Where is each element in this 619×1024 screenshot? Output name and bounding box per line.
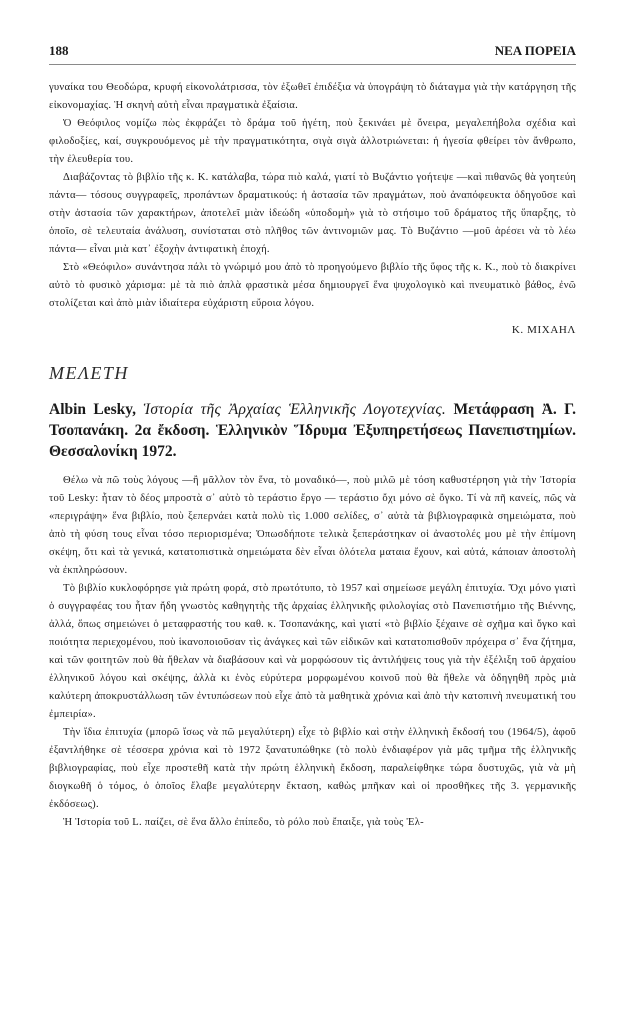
review-paragraph: Θέλω νὰ πῶ τοὺς λόγους —ἢ μᾶλλον τὸν ἕνα, τὸ μοναδικό—, ποὺ μιλῶ μὲ τόση καθυστέρηση γιὰ τὴν Ἱστορία τοῦ Lesky: ἦταν τὸ δέος μπροστὰ σ᾽ αὐτὸ τὸ τεράστιο ἔργο — τεράστιο ὄχι μόνο σὲ ὄγκο. Τί νὰ πῆ κανείς, πῶς νὰ «περιγράψη» ἕνα βιβλίο, ποὺ ξεπερνάει κατὰ πολὺ τὶς 1.000 σελίδες, σ᾽ αὐτὰ τὰ βιβλιογραφικὰ σημειώματα, ποὺ ἀπὸ τὴ φύση τους εἶναι τόσο περιορισμένα; Ὁπωσδήποτε τελικὰ ξεπεράστηκαν οἱ ἀναστολές μου μὲ τὴν ἐπίμονη σκέψη, ὅτι καὶ τὰ γενικά, κατατοπιστικὰ σημειώματα δὲν εἶναι ὁλότελα ματαια ἔχουν, καὶ αὐτά, κάποιαν ἀποστολὴ νὰ ἐκπληρώσουν. bbox=[49, 475, 576, 576]
author-signature: Κ. ΜΙΧΑΗΛ bbox=[511, 324, 576, 336]
review-paragraph: Τὴν ἴδια ἐπιτυχία (μπορῶ ἴσως νὰ πῶ μεγαλύτερη) εἶχε τὸ βιβλίο καὶ στὴν ἑλληνικὴ ἔκδοσή του (1964/5), ἀφοῦ ἐξαντλήθηκε σὲ τέσσερα χρόνια καὶ τὸ 1972 ξανατυπώθηκε (τὸ πολὺ ἐνδιαφέρον γιὰ μᾶς τμῆμα τῆς ἑλληνικῆς βιβλιογραφίας, ποὺ εἶχε προστεθῆ κατὰ τὴν πρώτη ἑλληνικὴ ἔκδοση, παραλείφθηκε τώρα δυστυχῶς, γιὰ νὰ μὴ διογκωθῆ ὁ τόμος, ὁ ὁποῖος ἔλαβε μεγαλύτερην ἔκταση, καθὼς μπῆκαν καὶ οἱ προσθῆκες τῆς 3. γερμανικῆς ἐκδόσεως). bbox=[49, 727, 576, 810]
book-author: Albin Lesky, bbox=[49, 401, 137, 418]
book-details: Μετάφραση Ἀ. Γ. Τσοπανάκη. 2α ἔκδοση. Ἑλληνικὸν Ἵδρυμα Ἐξυπηρετήσεως Πανεπιστημίων. Θεσσαλονίκη 1972. bbox=[49, 401, 576, 460]
review-body bbox=[49, 472, 576, 832]
section-title: ΜΕΛΕΤΗ bbox=[49, 363, 129, 383]
article-paragraph: Στὸ «Θεόφιλο» συνάντησα πάλι τὸ γνώριμό μου ἀπὸ τὸ προηγούμενο βιβλίο τῆς ὕφος τῆς κ. Κ., ποὺ τὸ διακρίνει αὐτὸ τὸ φυσικὸ χάρισμα: μὲ τὰ πιὸ ἁπλὰ φραστικὰ μέσα δημιουργεῖ ἕνα ψυχολογικὸ καὶ πνευματικὸ βάθος, ἐνῶ στολίζεται καὶ ἀπὸ μιὰν ἰδιαίτερα εὐχάριστη εὔροια λόγου. bbox=[49, 262, 576, 309]
review-paragraph: Τὸ βιβλίο κυκλοφόρησε γιὰ πρώτη φορά, στὸ πρωτότυπο, τὸ 1957 καὶ σημείωσε μεγάλη ἐπιτυχία. Ὄχι μόνο γιατὶ ὁ συγγραφέας του ἦταν ἤδη γνωστὸς καθηγητὴς τῆς ἀρχαίας ἑλληνικῆς φιλολογίας στὸ Πανεπιστήμιο τῆς Βιέννης, ἀλλά, ὅπως σημειώνει ὁ μεταφραστής του καθ. κ. Τσοπανάκης, καὶ γιατί «τὸ βιβλίο ξέχαινε σὲ σχῆμα καὶ ὄγκο καὶ ποιότητα περιεχομένου, ποὺ ἱκανοποιοῦσαν τὶς ἀνάγκες καὶ τῶν εἰδικῶν καὶ κατατοπισθοῦν πρόχειρα σ᾽ ἕνα ζήτημα, καὶ τῶν φοιτητῶν ποὺ θὰ ἤθελαν νὰ διαβάσουν καὶ νὰ μορφώσουν τὶς ἀντιλήψεις τους γιὰ τὴν ἐξέλιξη τοῦ ἀρχαίου ἑλληνικοῦ λόγου καὶ σκέψης, ἀλλὰ κι ἑνὸς εὐρύτερα μορφωμένου κοινοῦ ποὺ θὰ ἤθελε νὰ ὁδηγηθῆ πρὸς μιὰ καλύτερη ἀποκρυστάλλωση τῶν ἐντυπώσεων ποὺ εἶχε ἀπὸ τὰ μαθητικὰ χρόνια καὶ ἀπὸ τὴν κατοπινὴ πνευματική του ἐμπειρία». bbox=[49, 583, 576, 720]
article-body bbox=[49, 79, 576, 339]
review-paragraph: Ἡ Ἱστορία τοῦ L. παίζει, σὲ ἕνα ἄλλο ἐπίπεδο, τὸ ρόλο ποὺ ἔπαιξε, γιὰ τοὺς Ἐλ- bbox=[63, 817, 424, 828]
book-title: Ἱστορία τῆς Ἀρχαίας Ἑλληνικῆς Λογοτεχνίας. bbox=[143, 401, 447, 418]
article-paragraph: γυναίκα του Θεοδώρα, κρυφή εἰκονολάτρισσα, τὸν ἐξωθεῖ ἐπιδέξια νὰ ὑπογράψη τὸ διάταγμα γιὰ τὴν κατάργηση τῆς εἰκονομαχίας. Ἡ σκηνὴ αὐτὴ εἶναι πραγματικὰ ἐξαίσια. bbox=[49, 82, 576, 111]
page-number: 188 bbox=[49, 43, 69, 58]
article-paragraph: Διαβάζοντας τὸ βιβλίο τῆς κ. Κ. κατάλαβα, τώρα πιὸ καλά, γιατί τὸ Βυζάντιο γοήτεψε —καὶ πιθανῶς θὰ γοητεύη πάντα— τόσους συγγραφεῖς, προπάντων δραματικούς: ἡ ἀστασία τῶν πραγμάτων, ποὺ ἀναπόφευκτα ὁδηγοῦσε καὶ στὴν ἀστασία τῶν χαρακτήρων, ἀποτελεῖ μιὰν ἰδεώδη «ὑποδομὴ» γιὰ τὸ στήσιμο τοῦ δράματος τῆς ὕπαρξης, τὸ ὁποῖο, σὲ τελευταία ἀνάλυση, συνίσταται στὸ πλῆθος τῶν ἀντινομιῶν μας. Τὸ Βυζάντιο —μοῦ ἀρέσει νὰ τὸ λέω πάντα— εἶναι μιὰ κατ᾽ ἐξοχὴν ἀντιφατικὴ ἐποχή. bbox=[49, 172, 576, 255]
document-page bbox=[49, 38, 576, 832]
journal-title: ΝΕΑ ΠΟΡΕΙΑ bbox=[494, 43, 576, 58]
page-header bbox=[49, 38, 576, 65]
book-citation bbox=[49, 399, 576, 462]
article-paragraph: Ὁ Θεόφιλος νομίζω πὼς ἐκφράζει τὸ δράμα τοῦ ἡγέτη, ποὺ ξεκινάει μὲ ὄνειρα, μεγαλεπήβολα σχέδια καὶ φιλοδοξίες, καί, συγκρουόμενος μὲ τὴν πραγματικότητα, σιγὰ σιγὰ ἀλλοτριώνεται: ἡ ἡγεσία φθείρει τὸν ἄνθρωπο, τὴν ἐλευθερία του. bbox=[49, 118, 576, 165]
